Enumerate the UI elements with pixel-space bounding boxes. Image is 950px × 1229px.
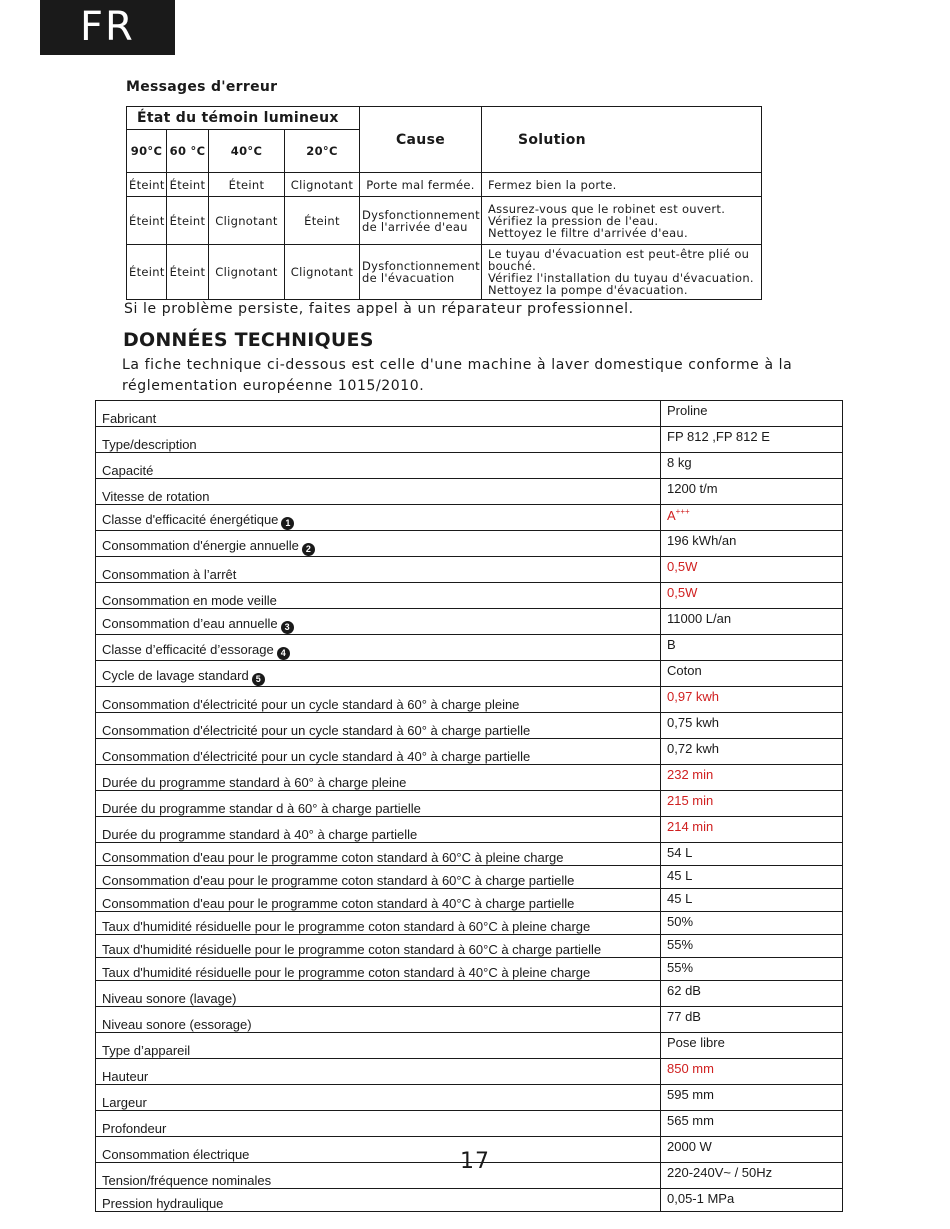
spec-value-cell xyxy=(661,427,843,453)
spec-value-cell xyxy=(661,661,843,687)
solution-line: Nettoyez la pompe d'évacuation. xyxy=(488,283,688,297)
spec-value: 565 mm xyxy=(667,1113,714,1128)
spec-value-cell xyxy=(661,935,843,958)
spec-label: Pression hydraulique xyxy=(102,1196,224,1211)
spec-label-cell xyxy=(96,958,661,981)
spec-label-cell xyxy=(96,401,661,427)
spec-row xyxy=(96,401,843,427)
spec-label: Tension/fréquence nominales xyxy=(102,1173,272,1188)
solution-header: Solution xyxy=(482,107,762,173)
spec-label-cell xyxy=(96,1111,661,1137)
indicator-state: Clignotant xyxy=(285,245,360,300)
spec-label-cell xyxy=(96,687,661,713)
spec-row xyxy=(96,453,843,479)
error-solution xyxy=(482,245,762,300)
spec-value-cell xyxy=(661,1033,843,1059)
indicator-state: Éteint xyxy=(285,197,360,245)
spec-value-cell xyxy=(661,1111,843,1137)
spec-label: Type d’appareil xyxy=(102,1043,191,1058)
spec-value: 0,72 kwh xyxy=(667,741,720,756)
error-cause: Dysfonctionnement de l'arrivée d'eau xyxy=(360,197,482,245)
spec-label-cell xyxy=(96,791,661,817)
spec-label-cell xyxy=(96,1085,661,1111)
spec-value-cell xyxy=(661,791,843,817)
spec-row xyxy=(96,981,843,1007)
spec-row xyxy=(96,1085,843,1111)
spec-label: Capacité xyxy=(102,463,154,478)
indicator-state: Éteint xyxy=(127,245,167,300)
spec-row xyxy=(96,817,843,843)
spec-label: Fabricant xyxy=(102,411,157,426)
spec-row xyxy=(96,1189,843,1212)
spec-value-cell xyxy=(661,739,843,765)
spec-row xyxy=(96,1111,843,1137)
spec-row xyxy=(96,583,843,609)
spec-value: 45 L xyxy=(667,868,693,883)
spec-label-cell xyxy=(96,1007,661,1033)
spec-value: 850 mm xyxy=(667,1061,714,1076)
spec-value: FP 812 ,FP 812 E xyxy=(667,429,770,444)
spec-label-cell xyxy=(96,609,661,635)
spec-value-cell xyxy=(661,1059,843,1085)
spec-label-cell xyxy=(96,739,661,765)
spec-value: 0,97 kwh xyxy=(667,689,720,704)
spec-label: Consommation d'eau pour le programme coton standard à 40°C à charge partielle xyxy=(102,896,575,911)
spec-row xyxy=(96,912,843,935)
spec-row xyxy=(96,1007,843,1033)
cause-header: Cause xyxy=(360,107,482,173)
temp-header: 40°C xyxy=(209,130,285,173)
spec-value: 8 kg xyxy=(667,455,692,470)
spec-value: 50% xyxy=(667,914,694,929)
spec-label-cell xyxy=(96,453,661,479)
spec-label: Consommation d'électricité pour un cycle standard à 40° à charge partielle xyxy=(102,749,531,764)
solution-line: Vérifiez la pression de l'eau. xyxy=(488,213,659,228)
spec-label: Consommation électrique xyxy=(102,1147,250,1162)
spec-row xyxy=(96,958,843,981)
error-cause: Porte mal fermée. xyxy=(360,173,482,197)
spec-value-cell xyxy=(661,713,843,739)
spec-value-cell xyxy=(661,687,843,713)
spec-label: Consommation d'eau pour le programme coton standard à 60°C à pleine charge xyxy=(102,850,564,865)
spec-label: Durée du programme standard à 60° à charge pleine xyxy=(102,775,407,790)
spec-row xyxy=(96,739,843,765)
temp-header: 90°C xyxy=(127,130,167,173)
spec-value-cell xyxy=(661,453,843,479)
persist-note: Si le problème persiste, faites appel à un réparateur professionnel. xyxy=(124,301,634,317)
spec-value: 11000 L/an xyxy=(667,611,732,626)
spec-label: Classe d'efficacité énergétique xyxy=(102,512,279,527)
spec-value-cell xyxy=(661,817,843,843)
spec-value-cell xyxy=(661,958,843,981)
spec-row xyxy=(96,661,843,687)
indicator-state: Clignotant xyxy=(209,197,285,245)
spec-row xyxy=(96,866,843,889)
spec-value: 55% xyxy=(667,937,694,952)
error-row xyxy=(127,245,762,300)
spec-row xyxy=(96,635,843,661)
spec-value: 220-240V~ / 50Hz xyxy=(667,1165,773,1180)
spec-value: Coton xyxy=(667,663,702,678)
spec-value: 214 min xyxy=(667,819,714,834)
spec-row xyxy=(96,479,843,505)
spec-value-cell xyxy=(661,401,843,427)
spec-label-cell xyxy=(96,1059,661,1085)
spec-label: Type/description xyxy=(102,437,197,452)
footnote-number-icon: 1 xyxy=(281,517,294,530)
spec-value: 595 mm xyxy=(667,1087,714,1102)
spec-label: Taux d'humidité résiduelle pour le programme coton standard à 60°C à pleine charge xyxy=(102,919,591,934)
indicator-state-header: État du témoin lumineux xyxy=(127,107,360,130)
solution-line: Le tuyau d'évacuation est peut-être plié ou bouché. xyxy=(488,247,750,273)
spec-value: B xyxy=(667,637,676,652)
spec-row xyxy=(96,935,843,958)
spec-row xyxy=(96,427,843,453)
spec-row xyxy=(96,713,843,739)
footnote-number-icon: 5 xyxy=(252,673,265,686)
spec-label: Durée du programme standard à 40° à charge partielle xyxy=(102,827,418,842)
spec-row xyxy=(96,557,843,583)
spec-label-cell xyxy=(96,557,661,583)
spec-label-cell xyxy=(96,583,661,609)
spec-row xyxy=(96,687,843,713)
spec-value-cell xyxy=(661,843,843,866)
tech-data-title: DONNÉES TECHNIQUES xyxy=(123,329,374,351)
spec-label-cell xyxy=(96,1033,661,1059)
spec-value: 0,5W xyxy=(667,559,698,574)
spec-value: 54 L xyxy=(667,845,693,860)
spec-label-cell xyxy=(96,661,661,687)
spec-label-cell xyxy=(96,713,661,739)
spec-label: Hauteur xyxy=(102,1069,149,1084)
spec-label: Consommation à l’arrêt xyxy=(102,567,237,582)
spec-value: 196 kWh/an xyxy=(667,533,737,548)
footnote-number-icon: 3 xyxy=(281,621,294,634)
spec-value: 45 L xyxy=(667,891,693,906)
spec-value-cell xyxy=(661,889,843,912)
spec-value: 0,05-1 MPa xyxy=(667,1191,735,1206)
spec-value-cell xyxy=(661,609,843,635)
page-number: 17 xyxy=(460,1149,490,1174)
indicator-state: Clignotant xyxy=(209,245,285,300)
spec-value: 55% xyxy=(667,960,694,975)
spec-row xyxy=(96,1059,843,1085)
indicator-state: Clignotant xyxy=(285,173,360,197)
temp-header: 60 °C xyxy=(167,130,209,173)
spec-label: Consommation d'eau pour le programme coton standard à 60°C à charge partielle xyxy=(102,873,575,888)
spec-row xyxy=(96,1033,843,1059)
spec-value-cell xyxy=(661,635,843,661)
spec-label-cell xyxy=(96,912,661,935)
spec-label-cell xyxy=(96,981,661,1007)
spec-label: Consommation d'électricité pour un cycle standard à 60° à charge partielle xyxy=(102,723,531,738)
spec-label-cell xyxy=(96,765,661,791)
spec-label-cell xyxy=(96,635,661,661)
spec-label: Consommation d'électricité pour un cycle standard à 60° à charge pleine xyxy=(102,697,520,712)
indicator-state: Éteint xyxy=(167,197,209,245)
spec-value-cell xyxy=(661,531,843,557)
spec-label: Consommation en mode veille xyxy=(102,593,277,608)
spec-label: Consommation d’eau annuelle xyxy=(102,616,278,631)
error-solution xyxy=(482,173,762,197)
spec-value-cell xyxy=(661,479,843,505)
error-row xyxy=(127,173,762,197)
spec-label: Vitesse de rotation xyxy=(102,489,210,504)
spec-label-cell xyxy=(96,479,661,505)
language-tab: FR xyxy=(40,0,175,55)
spec-label-cell xyxy=(96,427,661,453)
footnote-number-icon: 2 xyxy=(302,543,315,556)
spec-label: Profondeur xyxy=(102,1121,167,1136)
indicator-state: Éteint xyxy=(167,245,209,300)
indicator-state: Éteint xyxy=(167,173,209,197)
solution-line: Fermez bien la porte. xyxy=(488,177,617,192)
spec-row xyxy=(96,843,843,866)
error-cause: Dysfonctionnement de l'évacuation xyxy=(360,245,482,300)
spec-value: 0,5W xyxy=(667,585,698,600)
spec-row xyxy=(96,609,843,635)
spec-value: 1200 t/m xyxy=(667,481,718,496)
spec-row xyxy=(96,505,843,531)
spec-value: Proline xyxy=(667,403,708,418)
spec-label-cell xyxy=(96,935,661,958)
solution-line: Assurez-vous que le robinet est ouvert. xyxy=(488,201,726,216)
spec-label-cell xyxy=(96,817,661,843)
spec-label: Niveau sonore (essorage) xyxy=(102,1017,252,1032)
error-row xyxy=(127,197,762,245)
spec-value-cell xyxy=(661,912,843,935)
spec-row xyxy=(96,531,843,557)
spec-label: Durée du programme standar d à 60° à charge partielle xyxy=(102,801,421,816)
spec-label: Largeur xyxy=(102,1095,147,1110)
spec-row xyxy=(96,791,843,817)
spec-label-cell xyxy=(96,889,661,912)
spec-label-cell xyxy=(96,843,661,866)
error-table xyxy=(126,106,762,300)
spec-value-cell xyxy=(661,1007,843,1033)
spec-value: 62 dB xyxy=(667,983,701,998)
temp-header: 20°C xyxy=(285,130,360,173)
solution-line: Vérifiez l'installation du tuyau d'évacuation. xyxy=(488,271,754,285)
spec-value: Pose libre xyxy=(667,1035,725,1050)
tech-data-intro: La fiche technique ci-dessous est celle d'une machine à laver domestique conforme à la réglementation européenne 1015/2010. xyxy=(122,357,793,394)
spec-label-cell xyxy=(96,505,661,531)
spec-label: Taux d'humidité résiduelle pour le programme coton standard à 60°C à charge partielle xyxy=(102,942,602,957)
spec-value-cell xyxy=(661,1085,843,1111)
spec-value: 0,75 kwh xyxy=(667,715,720,730)
spec-label: Consommation d'énergie annuelle xyxy=(102,538,299,553)
spec-label-cell xyxy=(96,1189,661,1212)
indicator-state: Éteint xyxy=(127,173,167,197)
spec-value-cell xyxy=(661,505,843,531)
spec-value: 215 min xyxy=(667,793,714,808)
error-messages-heading: Messages d'erreur xyxy=(126,79,278,95)
spec-row xyxy=(96,765,843,791)
footnote-number-icon: 4 xyxy=(277,647,290,660)
spec-value: 77 dB xyxy=(667,1009,701,1024)
spec-value-cell xyxy=(661,981,843,1007)
indicator-state: Éteint xyxy=(209,173,285,197)
energy-class-superscript: +++ xyxy=(675,507,690,516)
indicator-state: Éteint xyxy=(127,197,167,245)
spec-value: 232 min xyxy=(667,767,714,782)
solution-line: Nettoyez le filtre d'arrivée d'eau. xyxy=(488,225,688,240)
spec-row xyxy=(96,889,843,912)
spec-label-cell xyxy=(96,531,661,557)
spec-value-cell xyxy=(661,765,843,791)
spec-label: Classe d’efficacité d’essorage xyxy=(102,642,274,657)
spec-value-cell xyxy=(661,557,843,583)
spec-value: A xyxy=(667,508,676,523)
spec-label: Cycle de lavage standard xyxy=(102,668,249,683)
spec-label: Niveau sonore (lavage) xyxy=(102,991,237,1006)
spec-value-cell xyxy=(661,1189,843,1212)
spec-label: Taux d'humidité résiduelle pour le programme coton standard à 40°C à pleine charge xyxy=(102,965,591,980)
spec-label-cell xyxy=(96,866,661,889)
spec-table xyxy=(95,400,843,1212)
spec-value: 2000 W xyxy=(667,1139,712,1154)
spec-value-cell xyxy=(661,583,843,609)
error-solution xyxy=(482,197,762,245)
spec-value-cell xyxy=(661,866,843,889)
